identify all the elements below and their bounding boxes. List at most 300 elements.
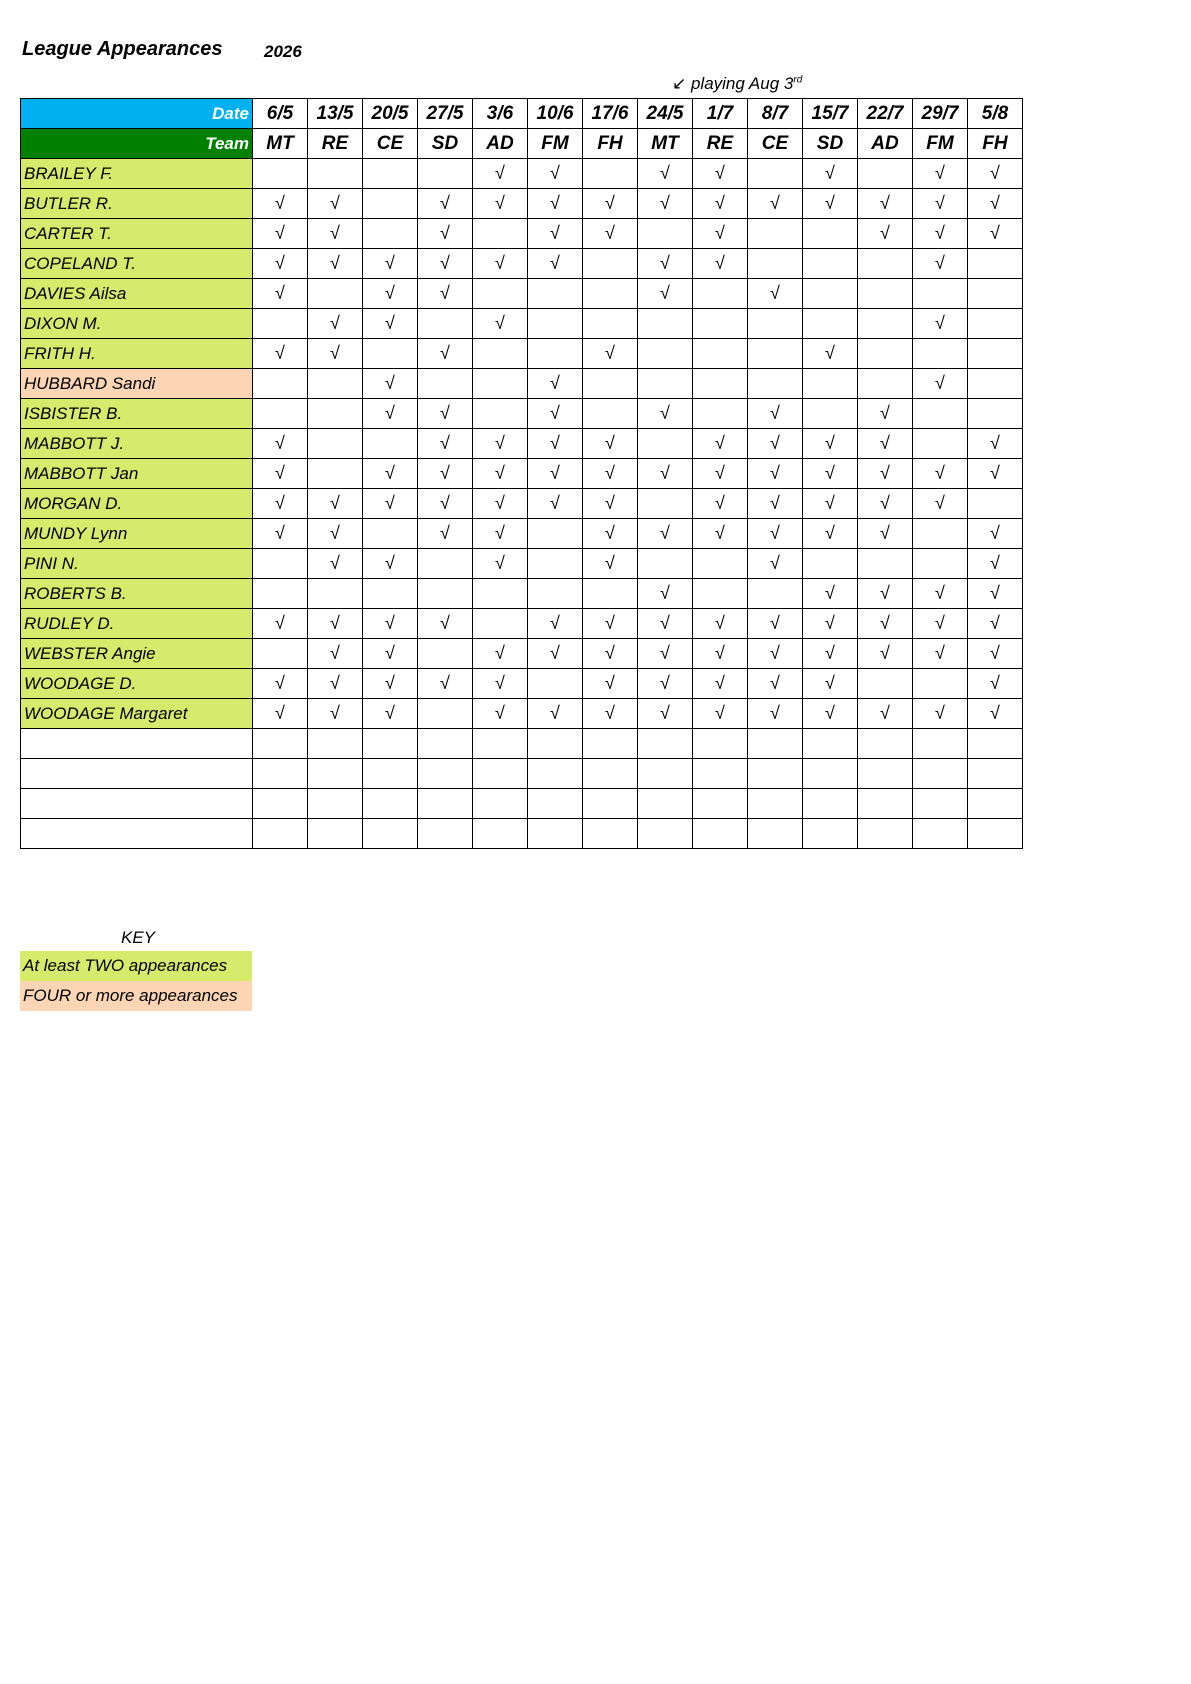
appearance-empty [638,489,693,519]
appearance-check: √ [913,219,968,249]
appearance-check: √ [583,189,638,219]
appearance-empty [473,369,528,399]
appearance-empty [693,549,748,579]
player-row [21,429,1023,459]
date-header-cell: 22/7 [858,99,913,129]
player-name: WOODAGE Margaret [21,699,253,729]
appearance-check: √ [968,429,1023,459]
appearance-empty [968,339,1023,369]
player-name: FRITH H. [21,339,253,369]
appearance-empty [803,369,858,399]
appearance-empty [968,489,1023,519]
appearance-check: √ [528,249,583,279]
appearance-check: √ [583,519,638,549]
appearance-empty [968,249,1023,279]
blank-cell [528,729,583,759]
appearance-empty [968,279,1023,309]
appearance-check: √ [858,579,913,609]
appearance-check: √ [583,219,638,249]
appearance-empty [528,279,583,309]
team-header-cell: MT [253,129,308,159]
date-header-cell: 20/5 [363,99,418,129]
schedule-note-suffix: rd [793,74,803,86]
appearance-check: √ [363,609,418,639]
appearance-check: √ [418,189,473,219]
appearance-check: √ [253,489,308,519]
appearance-check: √ [528,159,583,189]
appearance-empty [473,279,528,309]
appearance-check: √ [638,279,693,309]
blank-cell [528,759,583,789]
appearance-check: √ [748,279,803,309]
appearance-empty [308,579,363,609]
appearance-empty [913,429,968,459]
appearance-check: √ [748,189,803,219]
appearance-empty [418,699,473,729]
player-name: MABBOTT J. [21,429,253,459]
appearance-empty [803,399,858,429]
blank-cell [418,759,473,789]
blank-cell [693,789,748,819]
appearance-check: √ [858,189,913,219]
appearance-check: √ [583,339,638,369]
appearance-check: √ [418,489,473,519]
blank-cell [583,819,638,849]
appearance-empty [308,159,363,189]
blank-cell [308,819,363,849]
appearance-check: √ [638,399,693,429]
date-header-cell: 13/5 [308,99,363,129]
appearance-empty [803,309,858,339]
appearance-empty [803,219,858,249]
appearance-empty [583,159,638,189]
blank-row [21,789,1023,819]
appearance-empty [418,309,473,339]
player-name: COPELAND T. [21,249,253,279]
appearance-check: √ [858,609,913,639]
appearance-empty [363,219,418,249]
blank-cell [913,729,968,759]
blank-cell [748,759,803,789]
appearance-empty [253,579,308,609]
appearance-check: √ [748,669,803,699]
appearance-check: √ [803,609,858,639]
blank-cell [583,729,638,759]
blank-cell [363,729,418,759]
appearance-check: √ [638,519,693,549]
player-row [21,579,1023,609]
team-label: Team [21,129,253,159]
blank-cell [858,729,913,759]
player-row [21,159,1023,189]
blank-cell [913,789,968,819]
player-row [21,519,1023,549]
appearance-check: √ [308,219,363,249]
appearance-check: √ [748,429,803,459]
blank-cell [968,759,1023,789]
appearance-empty [473,579,528,609]
appearance-check: √ [308,699,363,729]
blank-cell [748,789,803,819]
date-label: Date [21,99,253,129]
appearance-check: √ [638,189,693,219]
appearance-empty [583,249,638,279]
blank-cell [638,729,693,759]
blank-cell [21,819,253,849]
appearance-check: √ [693,669,748,699]
team-header-cell: RE [693,129,748,159]
appearance-check: √ [528,429,583,459]
blank-cell [913,759,968,789]
blank-cell [803,759,858,789]
appearance-empty [803,549,858,579]
appearance-check: √ [418,399,473,429]
appearance-empty [308,429,363,459]
blank-cell [253,759,308,789]
appearance-check: √ [308,249,363,279]
player-row [21,279,1023,309]
blank-cell [693,759,748,789]
appearance-empty [473,219,528,249]
blank-cell [693,729,748,759]
team-header-cell: CE [748,129,803,159]
appearance-check: √ [473,309,528,339]
appearance-check: √ [638,609,693,639]
appearance-check: √ [803,639,858,669]
appearance-check: √ [858,639,913,669]
appearance-check: √ [418,219,473,249]
appearance-check: √ [803,189,858,219]
blank-cell [528,819,583,849]
blank-cell [418,789,473,819]
appearance-empty [528,519,583,549]
blank-cell [473,729,528,759]
team-header-cell: CE [363,129,418,159]
appearance-empty [528,669,583,699]
appearance-check: √ [363,309,418,339]
team-header-cell: SD [803,129,858,159]
player-row [21,639,1023,669]
appearance-check: √ [693,189,748,219]
appearance-empty [363,519,418,549]
schedule-note-text: ↙ playing Aug 3 [672,74,794,93]
appearance-check: √ [473,429,528,459]
appearance-empty [858,309,913,339]
blank-cell [21,729,253,759]
appearance-check: √ [803,519,858,549]
appearance-check: √ [858,459,913,489]
appearance-check: √ [693,639,748,669]
appearance-empty [638,309,693,339]
appearance-check: √ [528,189,583,219]
blank-cell [363,789,418,819]
appearance-check: √ [253,249,308,279]
player-name: BUTLER R. [21,189,253,219]
appearance-check: √ [913,639,968,669]
player-name: ROBERTS B. [21,579,253,609]
appearance-check: √ [583,669,638,699]
appearance-check: √ [528,609,583,639]
date-header-cell: 1/7 [693,99,748,129]
blank-cell [583,789,638,819]
appearance-empty [253,369,308,399]
appearance-empty [583,369,638,399]
appearance-check: √ [363,639,418,669]
appearance-empty [748,309,803,339]
date-header-cell: 10/6 [528,99,583,129]
team-header-cell: FH [583,129,638,159]
blank-cell [638,759,693,789]
appearance-empty [968,369,1023,399]
player-row [21,669,1023,699]
appearance-check: √ [913,309,968,339]
appearance-check: √ [803,489,858,519]
appearance-check: √ [363,399,418,429]
appearance-check: √ [968,699,1023,729]
date-header-cell: 15/7 [803,99,858,129]
appearance-empty [693,369,748,399]
appearance-check: √ [858,519,913,549]
appearance-empty [858,159,913,189]
appearance-check: √ [858,399,913,429]
appearance-check: √ [528,219,583,249]
appearance-check: √ [748,609,803,639]
appearance-empty [913,399,968,429]
blank-cell [583,759,638,789]
blank-cell [308,759,363,789]
appearance-check: √ [473,639,528,669]
appearance-check: √ [253,699,308,729]
appearance-check: √ [803,459,858,489]
appearance-check: √ [748,399,803,429]
appearance-check: √ [308,639,363,669]
team-header-cell: RE [308,129,363,159]
appearance-empty [803,279,858,309]
player-row [21,189,1023,219]
blank-row [21,759,1023,789]
date-header-cell: 3/6 [473,99,528,129]
team-header-cell: SD [418,129,473,159]
appearance-check: √ [968,459,1023,489]
appearance-empty [968,399,1023,429]
appearance-check: √ [253,219,308,249]
appearance-empty [693,279,748,309]
appearance-check: √ [748,549,803,579]
appearance-empty [308,459,363,489]
appearance-check: √ [473,489,528,519]
appearance-check: √ [418,429,473,459]
appearance-empty [913,669,968,699]
appearance-check: √ [913,369,968,399]
appearance-check: √ [253,459,308,489]
appearance-empty [363,339,418,369]
appearance-check: √ [253,429,308,459]
key-item-four-appearances: FOUR or more appearances [20,981,252,1011]
appearance-check: √ [528,459,583,489]
appearance-check: √ [363,669,418,699]
blank-cell [638,819,693,849]
appearance-check: √ [473,159,528,189]
appearance-check: √ [803,339,858,369]
appearance-check: √ [693,489,748,519]
blank-cell [913,819,968,849]
appearance-check: √ [748,699,803,729]
player-row [21,399,1023,429]
appearance-check: √ [528,699,583,729]
appearance-check: √ [363,459,418,489]
appearance-check: √ [583,429,638,459]
appearance-check: √ [693,219,748,249]
appearance-check: √ [418,279,473,309]
appearance-empty [473,339,528,369]
appearance-empty [693,309,748,339]
schedule-note [672,74,802,94]
appearance-check: √ [968,189,1023,219]
appearance-check: √ [473,249,528,279]
blank-cell [638,789,693,819]
key-title: KEY [121,928,156,947]
player-name: WOODAGE D. [21,669,253,699]
appearance-check: √ [253,339,308,369]
appearance-check: √ [913,489,968,519]
appearance-check: √ [693,699,748,729]
appearance-empty [253,309,308,339]
appearance-empty [418,639,473,669]
appearance-check: √ [418,519,473,549]
player-row [21,339,1023,369]
appearance-check: √ [803,579,858,609]
blank-cell [363,759,418,789]
appearance-check: √ [803,159,858,189]
appearance-empty [858,369,913,399]
appearance-empty [693,339,748,369]
appearance-empty [913,549,968,579]
appearance-empty [638,369,693,399]
appearance-empty [418,159,473,189]
appearance-empty [638,549,693,579]
date-header-row [21,99,1023,129]
appearance-check: √ [693,159,748,189]
blank-row [21,819,1023,849]
appearance-check: √ [308,609,363,639]
blank-cell [418,819,473,849]
blank-row [21,729,1023,759]
date-header-cell: 8/7 [748,99,803,129]
appearance-empty [363,189,418,219]
blank-cell [748,819,803,849]
blank-cell [968,789,1023,819]
date-header-cell: 29/7 [913,99,968,129]
blank-cell [803,789,858,819]
appearance-check: √ [748,459,803,489]
appearance-check: √ [913,159,968,189]
player-name: BRAILEY F. [21,159,253,189]
appearance-check: √ [363,489,418,519]
appearance-check: √ [363,279,418,309]
appearance-check: √ [418,669,473,699]
appearance-empty [968,309,1023,339]
appearance-check: √ [583,549,638,579]
player-row [21,369,1023,399]
appearance-check: √ [363,369,418,399]
page-title: League Appearances [22,38,223,60]
player-name: RUDLEY D. [21,609,253,639]
appearance-check: √ [473,519,528,549]
date-header-cell: 24/5 [638,99,693,129]
blank-cell [21,759,253,789]
team-header-cell: AD [473,129,528,159]
appearance-check: √ [638,249,693,279]
appearance-empty [693,399,748,429]
blank-cell [803,729,858,759]
blank-cell [418,729,473,759]
blank-cell [748,729,803,759]
appearance-check: √ [803,669,858,699]
appearance-check: √ [418,459,473,489]
blank-cell [473,759,528,789]
appearance-check: √ [693,609,748,639]
appearance-check: √ [638,459,693,489]
appearance-check: √ [913,189,968,219]
appearance-empty [913,519,968,549]
appearance-check: √ [528,369,583,399]
player-name: CARTER T. [21,219,253,249]
blank-cell [21,789,253,819]
appearance-empty [638,219,693,249]
appearance-empty [363,159,418,189]
appearance-empty [253,399,308,429]
appearance-check: √ [308,489,363,519]
appearance-check: √ [803,699,858,729]
appearance-empty [858,339,913,369]
key-item-two-appearances: At least TWO appearances [20,951,252,981]
appearance-check: √ [308,549,363,579]
appearance-check: √ [363,699,418,729]
player-name: HUBBARD Sandi [21,369,253,399]
appearance-check: √ [858,699,913,729]
appearance-check: √ [968,519,1023,549]
player-name: MORGAN D. [21,489,253,519]
appearance-check: √ [638,639,693,669]
appearance-empty [253,639,308,669]
appearance-check: √ [308,189,363,219]
appearance-check: √ [363,549,418,579]
team-header-cell: FM [528,129,583,159]
blank-cell [803,819,858,849]
appearance-empty [913,339,968,369]
appearance-check: √ [253,519,308,549]
appearance-check: √ [638,159,693,189]
player-row [21,489,1023,519]
player-name: MABBOTT Jan [21,459,253,489]
appearance-empty [748,339,803,369]
blank-cell [308,789,363,819]
appearance-check: √ [253,669,308,699]
appearance-check: √ [968,219,1023,249]
appearance-empty [418,549,473,579]
appearance-empty [418,579,473,609]
appearance-check: √ [638,699,693,729]
blank-cell [473,789,528,819]
appearance-check: √ [473,549,528,579]
appearance-check: √ [308,339,363,369]
appearance-empty [748,579,803,609]
appearance-empty [748,369,803,399]
appearance-check: √ [968,669,1023,699]
appearance-check: √ [418,249,473,279]
appearance-empty [638,339,693,369]
appearance-empty [308,369,363,399]
